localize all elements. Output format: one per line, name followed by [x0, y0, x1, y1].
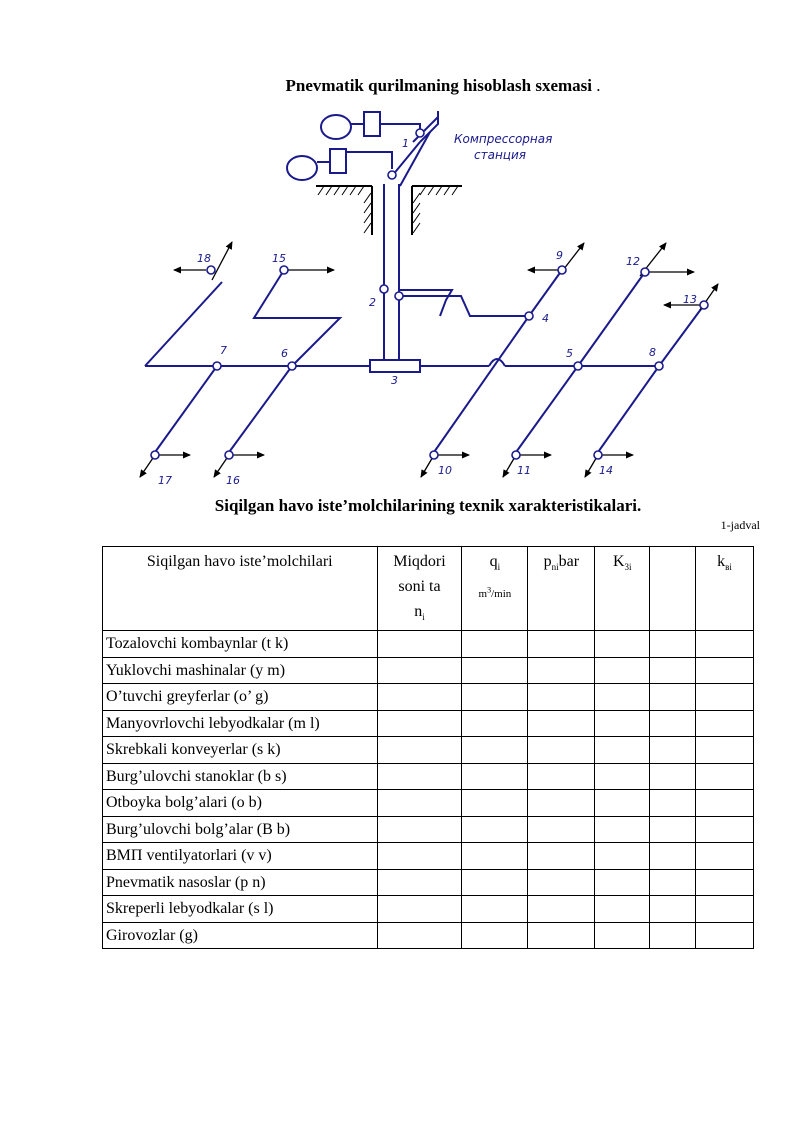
compressor-station	[287, 112, 420, 180]
consumer-name-cell: O’tuvchi greyferlar (o’ g)	[103, 684, 378, 711]
empty-cell	[650, 816, 696, 843]
empty-cell	[377, 657, 462, 684]
table-row	[103, 896, 754, 923]
empty-cell	[696, 737, 754, 764]
consumer-name-cell: Otboyka bolg’alari (o b)	[103, 790, 378, 817]
empty-cell	[528, 710, 595, 737]
compressor-2	[330, 149, 346, 173]
empty-cell	[528, 737, 595, 764]
node-label-14: 14	[599, 464, 613, 477]
empty-cell	[595, 790, 650, 817]
consumer-name-cell: Skrebkali konveyerlar (s k)	[103, 737, 378, 764]
empty-cell	[696, 684, 754, 711]
node-label-10: 10	[438, 464, 452, 477]
consumer-name-cell: Skreperli lebyodkalar (s l)	[103, 896, 378, 923]
table-row	[103, 710, 754, 737]
node-label-13: 13	[683, 293, 697, 306]
empty-cell	[377, 922, 462, 949]
empty-cell	[377, 816, 462, 843]
empty-cell	[377, 869, 462, 896]
empty-cell	[377, 631, 462, 658]
empty-cell	[528, 684, 595, 711]
empty-cell	[595, 922, 650, 949]
empty-cell	[696, 816, 754, 843]
header-pressure: $p_{ni}bar$	[528, 547, 595, 631]
empty-cell	[595, 631, 650, 658]
empty-cell	[377, 737, 462, 764]
empty-cell	[650, 922, 696, 949]
empty-cell	[595, 737, 650, 764]
consumer-name-cell: Burg’ulovchi stanoklar (b s)	[103, 763, 378, 790]
empty-cell	[650, 684, 696, 711]
empty-cell	[650, 790, 696, 817]
compressor-1	[364, 112, 380, 136]
empty-cell	[595, 684, 650, 711]
node-label-12: 12	[626, 255, 640, 268]
table-row	[103, 763, 754, 790]
empty-cell	[528, 816, 595, 843]
empty-cell	[696, 922, 754, 949]
ground-hatching	[318, 186, 458, 233]
title-text: Pnevmatik qurilmaning hisoblash sxemasi	[285, 76, 593, 95]
compressor-motor-2	[287, 156, 317, 180]
pneumatic-scheme-diagram	[130, 100, 720, 490]
empty-cell	[377, 896, 462, 923]
consumer-name-cell: Girovozlar (g)	[103, 922, 378, 949]
empty-cell	[528, 657, 595, 684]
empty-cell	[462, 631, 528, 658]
empty-cell	[462, 790, 528, 817]
empty-cell	[462, 710, 528, 737]
table-row	[103, 657, 754, 684]
page-title	[0, 76, 800, 96]
empty-cell	[650, 737, 696, 764]
pipe-nodes	[151, 129, 708, 459]
table-row	[103, 816, 754, 843]
node-label-8: 8	[649, 346, 656, 359]
empty-cell	[650, 843, 696, 870]
empty-cell	[462, 763, 528, 790]
empty-cell	[696, 631, 754, 658]
empty-cell	[650, 869, 696, 896]
empty-cell	[462, 922, 528, 949]
empty-cell	[650, 763, 696, 790]
table-row	[103, 737, 754, 764]
consumer-name-cell: Burg’ulovchi bolg’alar (B b)	[103, 816, 378, 843]
empty-cell	[462, 869, 528, 896]
empty-cell	[650, 657, 696, 684]
empty-cell	[528, 922, 595, 949]
empty-cell	[528, 869, 595, 896]
node-label-3: 3	[391, 374, 398, 387]
station-label-line2: станция	[474, 148, 526, 162]
empty-cell	[462, 657, 528, 684]
table-title: Siqilgan havo iste’molchilarining texnik xarakteristikalari.	[214, 496, 642, 515]
empty-cell	[696, 869, 754, 896]
empty-cell	[462, 843, 528, 870]
station-label-line1: Компрессорная	[454, 132, 553, 146]
header-count: Miqdori soni ta $n_i$	[377, 547, 462, 631]
empty-cell	[462, 896, 528, 923]
empty-cell	[528, 843, 595, 870]
header-k3: $K_{3i}$	[595, 547, 650, 631]
node-label-7: 7	[220, 344, 227, 357]
air-collector-3	[370, 360, 420, 372]
header-q: $q_i$ $m^3/\min$	[462, 547, 528, 631]
node-label-4: 4	[542, 312, 549, 325]
node-label-9: 9	[556, 249, 563, 262]
table-header-row	[103, 547, 754, 631]
table-number: 1-jadval	[720, 518, 760, 532]
empty-cell	[377, 763, 462, 790]
consumer-name-cell: Tozalovchi kombaynlar (t k)	[103, 631, 378, 658]
empty-cell	[650, 710, 696, 737]
node-label-6: 6	[281, 347, 288, 360]
title-dot: .	[596, 76, 601, 95]
empty-cell	[595, 896, 650, 923]
node-label-5: 5	[566, 347, 573, 360]
empty-cell	[377, 710, 462, 737]
node-label-17: 17	[158, 474, 172, 487]
empty-cell	[696, 710, 754, 737]
empty-cell	[462, 816, 528, 843]
table-row	[103, 631, 754, 658]
empty-cell	[528, 896, 595, 923]
node-label-15: 15	[272, 252, 286, 265]
flow-arrows	[140, 242, 718, 477]
empty-cell	[462, 737, 528, 764]
pipeline-network	[145, 111, 704, 455]
table-row	[103, 684, 754, 711]
empty-cell	[650, 896, 696, 923]
empty-cell	[650, 631, 696, 658]
node-label-11: 11	[517, 464, 531, 477]
empty-cell	[595, 816, 650, 843]
consumer-name-cell: Manyovrlovchi lebyodkalar (m l)	[103, 710, 378, 737]
empty-cell	[595, 869, 650, 896]
node-label-16: 16	[226, 474, 240, 487]
consumer-name-cell: Pnevmatik nasoslar (p n)	[103, 869, 378, 896]
table-row	[103, 869, 754, 896]
empty-cell	[377, 843, 462, 870]
node-label-18: 18	[197, 252, 211, 265]
empty-cell	[528, 631, 595, 658]
table-row	[103, 843, 754, 870]
empty-cell	[696, 790, 754, 817]
header-empty	[650, 547, 696, 631]
empty-cell	[377, 684, 462, 711]
empty-cell	[462, 684, 528, 711]
empty-cell	[595, 843, 650, 870]
compressor-motor-1	[321, 115, 351, 139]
empty-cell	[595, 657, 650, 684]
empty-cell	[696, 763, 754, 790]
node-label-1: 1	[402, 137, 409, 150]
empty-cell	[595, 710, 650, 737]
empty-cell	[377, 790, 462, 817]
empty-cell	[528, 763, 595, 790]
empty-cell	[528, 790, 595, 817]
empty-cell	[696, 896, 754, 923]
table-row	[103, 922, 754, 949]
consumer-name-cell: ВМП ventilyatorlari (v v)	[103, 843, 378, 870]
empty-cell	[696, 657, 754, 684]
header-consumers: Siqilgan havo iste’molchilari	[103, 547, 378, 631]
empty-cell	[595, 763, 650, 790]
consumers-table	[102, 546, 754, 949]
table-row	[103, 790, 754, 817]
ground-surface	[316, 186, 462, 235]
node-label-2: 2	[369, 296, 376, 309]
consumer-name-cell: Yuklovchi mashinalar (y m)	[103, 657, 378, 684]
header-kv: $k_{вi}$	[696, 547, 754, 631]
empty-cell	[696, 843, 754, 870]
